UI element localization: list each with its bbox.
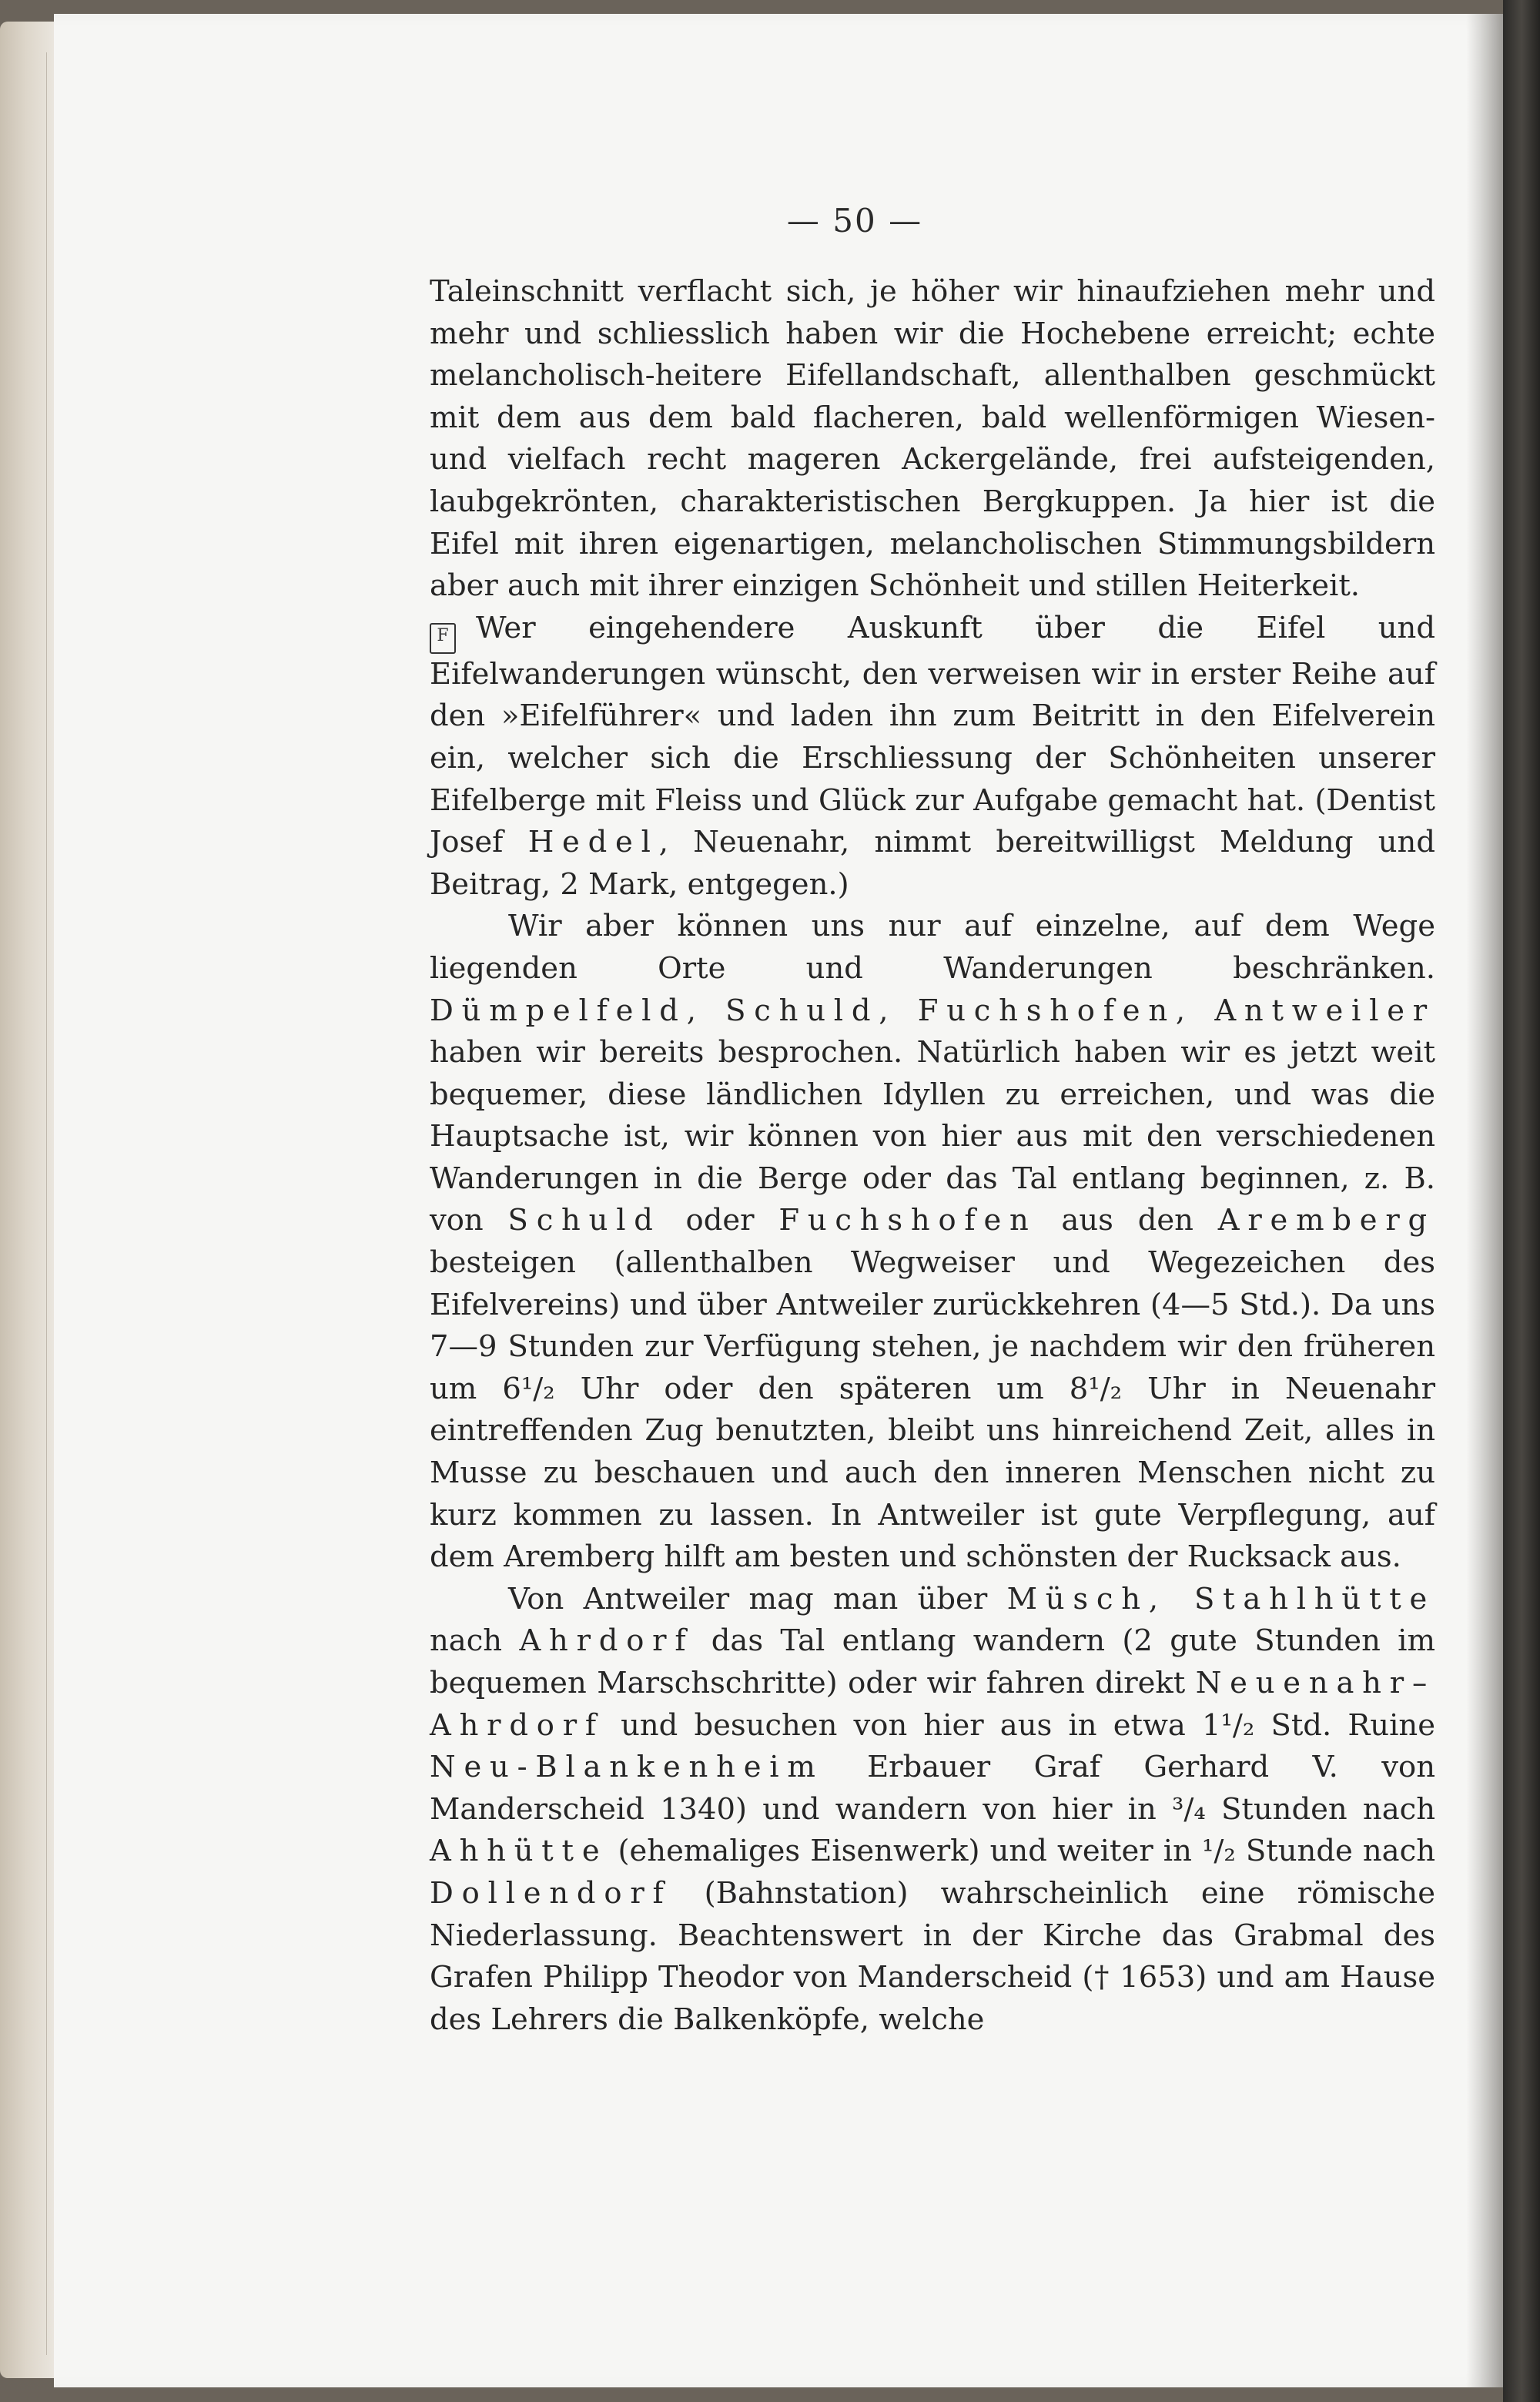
body-text (430, 271, 1435, 2041)
paragraph-3: Wir aber können uns nur auf einzelne, auf dem Wege liegenden Orte und Wanderungen beschränken. Dümpelfeld, Schuld, Fuchshofen, Antweiler haben wir bereits besprochen. Natürlich haben wir es jetzt weit bequemer, diese ländlichen Idyllen zu erreichen, und was die Hauptsache ist, wir können von hier aus mit den verschiedenen Wanderungen in die Berge oder das Tal entlang beginnen, z. B. von Schuld oder Fuchshofen aus den Aremberg besteigen (allenthalben Wegweiser und Wegezeichen des Eifelvereins) und über Antweiler zurückkehren (4—5 Std.). Da uns 7—9 Stunden zur Verfügung stehen, je nachdem wir den früheren um 6¹/₂ Uhr oder den späteren um 8¹/₂ Uhr in Neuenahr eintreffenden Zug benutzten, bleibt uns hinreichend Zeit, alles in Musse zu beschauen und auch den inneren Menschen nicht zu kurz kommen zu lassen. In Antweiler ist gute Verpflegung, auf dem Aremberg hilft am besten und schönsten der Rucksack aus. (430, 909, 1435, 1575)
page-gutter-shadow (1466, 14, 1503, 2387)
book-spine (1503, 0, 1540, 2402)
hand-mark-icon: F (430, 623, 456, 654)
paragraph-2: F Wer eingehendere Auskunft über die Eifel und Eifelwanderungen wünscht, den verweisen wir in erster Reihe auf den »Eifelführer« und laden ihn zum Beitritt in den Eifelverein ein, welcher sich die Erschliessung der Schönheiten unserer Eifelberge mit Fleiss und Glück zur Aufgabe gemacht hat. (Dentist Josef Hedel, Neuenahr, nimmt bereitwilligst Meldung und Beitrag, 2 Mark, entgegen.) (430, 610, 1435, 902)
paragraph-4: Von Antweiler mag man über Müsch, Stahlhütte nach Ahrdorf das Tal entlang wandern (2 gute Stunden im bequemen Marschschritte) oder wir fahren direkt Neuenahr–Ahrdorf und besuchen von hier aus in etwa 1¹/₂ Std. Ruine Neu-Blankenheim Erbauer Graf Gerhard V. von Manderscheid 1340) und wandern von hier in ³/₄ Stunden nach Ahhütte (ehemaliges Eisenwerk) und weiter in ¹/₂ Stunde nach Dollendorf (Bahnstation) wahrscheinlich eine römische Niederlassung. Beachtenswert in der Kirche das Grabmal des Grafen Philipp Theodor von Manderscheid († 1653) und am Hause des Lehrers die Balkenköpfe, welche (430, 1581, 1436, 2037)
paragraph-1: Taleinschnitt verflacht sich, je höher wir hinaufziehen mehr und mehr und schliesslich haben wir die Hochebene erreicht; echte melancholisch-heitere Eifellandschaft, allenthalben geschmückt mit dem aus dem bald flacheren, bald wellenförmigen Wiesen- und vielfach recht mageren Ackergelände, frei aufsteigenden, laubgekrönten, charakteristischen Bergkuppen. Ja hier ist die Eifel mit ihren eigenartigen, melancholischen Stimmungsbildern aber auch mit ihrer einzigen Schönheit und stillen Heiterkeit. (430, 274, 1435, 604)
page-number: — 50 — (786, 202, 923, 240)
